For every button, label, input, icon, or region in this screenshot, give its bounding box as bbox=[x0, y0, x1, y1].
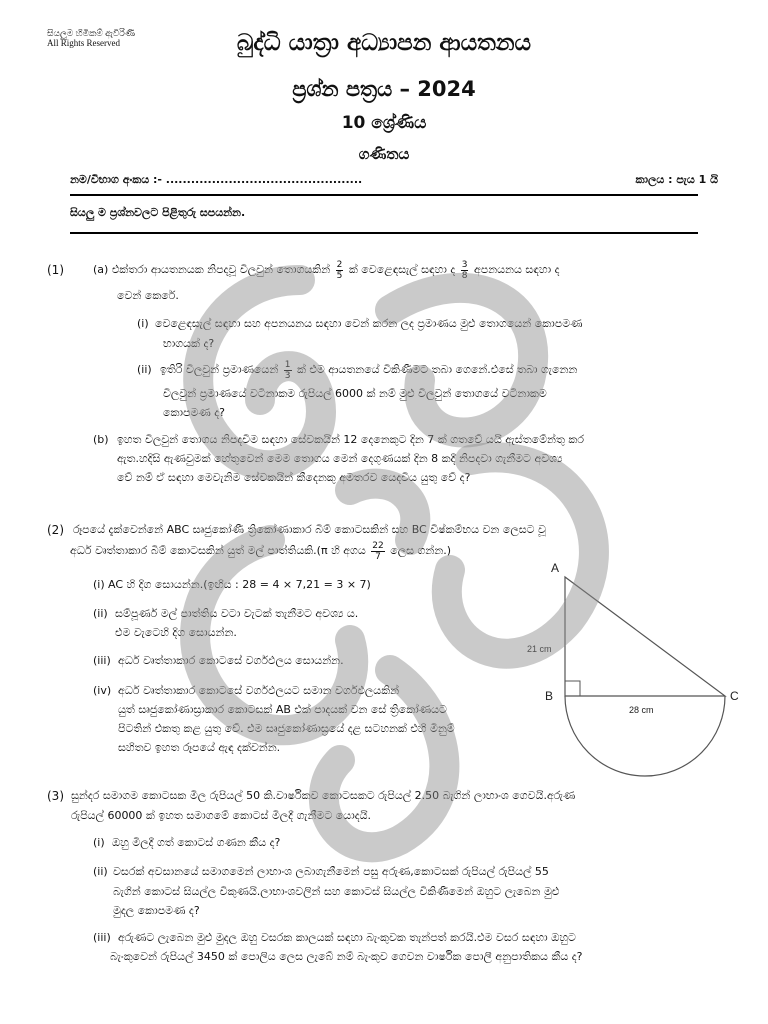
label-c: C bbox=[730, 689, 739, 703]
q1a-text-1: එක්තරා ආයතනයක නිපදවූ විලවුන් තොගයකින් bbox=[111, 263, 331, 276]
q2-pi-den: 7 bbox=[375, 551, 381, 562]
q1-i-label: (i) bbox=[137, 317, 149, 330]
q1a-fraction-1-den: 5 bbox=[336, 270, 343, 281]
q3-iii-label: (iii) bbox=[93, 931, 111, 944]
q1a-fraction-2-num: 3 bbox=[461, 259, 468, 270]
q1a-text-3: අපනයනය සඳහා ද bbox=[473, 263, 560, 276]
header-divider-top bbox=[70, 194, 698, 196]
triangle-abc bbox=[565, 577, 725, 696]
q1-ii-fraction bbox=[284, 360, 292, 381]
q1a-fraction-2 bbox=[461, 260, 469, 281]
q2-iii-text: අර්ධ වෘත්තාකාර කොටසේ වර්ගඵලය සොයන්න. bbox=[118, 654, 344, 667]
copyright-english: All Rights Reserved bbox=[47, 38, 120, 48]
question-1a bbox=[93, 259, 713, 281]
question-1-number: (1) bbox=[47, 263, 64, 277]
q1-b-text-3: වේ නම් ඒ සඳහා මෙවැනිම සේවකයින් කීදෙනකු අමතරව යෙදවිය යුතු වේ ද? bbox=[117, 471, 471, 484]
triangle-semicircle-figure bbox=[525, 560, 755, 780]
q3-i-label: (i) bbox=[93, 836, 105, 849]
q2-ii-text-2: එම වැටෙහි දිග සොයන්න. bbox=[115, 626, 237, 639]
subject-title: ගණිතය bbox=[358, 145, 410, 163]
q2-iv-text-1: අර්ධ වෘත්තාකාර කොටසේ වර්ගඵලයට සමාන වර්ගඵලයකින් bbox=[118, 684, 400, 697]
time-label: කාලය : පැය 1 යි bbox=[635, 173, 718, 186]
q1a-text-2: ක් වෙළෙඳසැල් සඳහා ද bbox=[348, 263, 456, 276]
q1-ii-text-2: ක් එම ආයතනයේ විකිණීමට තබා ගෙනේ.එසේ තබා ගැනෙන bbox=[297, 363, 578, 376]
q1-ii-line-1 bbox=[160, 359, 720, 381]
q3-ii-text-3: මුදල කොපමණ ද? bbox=[113, 904, 200, 917]
q1a-fraction-1-num: 2 bbox=[336, 259, 343, 270]
q2-text-2: අර්ධ වෘත්තාකාර බිම් කොටසකින් යුත් මල් පාත්තියකි.(π හි අගය bbox=[70, 544, 366, 557]
q3-iii-text-1: අරුණට ලැබෙන මුළු මුදල ඔහු වසරක කාලයක් සඳහා බැංකුවක තැන්පත් කරයි.එම වසර සඳහා ඔහුට bbox=[118, 931, 576, 944]
name-index-label: නම/විභාග අංකය :- ............................................... bbox=[70, 173, 363, 186]
label-a: A bbox=[551, 561, 560, 575]
copyright-sinhala: සියලුම හිමිකම් ඇවිරිණි bbox=[47, 28, 135, 38]
q2-iv-text-2: යුත් සෘජුකෝණාස්‍රාකාර කොටසක් AB එක් පාදයක් වන සේ ත්‍රිකෝණයට bbox=[118, 703, 447, 716]
q1-b-text-1: ඉහත විලවුන් තොගය නිපදවීම සඳහා සේවකයින් 12 දෙනෙකුට දින 7 ක් ගතවේ යයි ඇස්තමේන්තු කර bbox=[117, 433, 584, 446]
header-divider-bottom bbox=[70, 232, 698, 234]
q2-text-3: ලෙස ගන්න.) bbox=[390, 544, 452, 557]
q1-i-text-2: භාගයක් ද? bbox=[163, 337, 215, 350]
label-bc-length: 28 cm bbox=[629, 705, 654, 715]
q1-i-text-1: වෙළෙඳසැල් සඳහා සහ අපනයනය සඳහා වෙන් කරන ලද ප්‍රමාණය මුළු තොගයෙන් කොපමණ bbox=[155, 317, 583, 330]
q2-pi-fraction bbox=[371, 541, 384, 562]
q2-line-2 bbox=[70, 540, 730, 562]
question-3-number: (3) bbox=[47, 789, 64, 803]
q1a-text-4: වෙන් කෙරේ. bbox=[117, 289, 179, 302]
q1-ii-fraction-den: 3 bbox=[284, 370, 291, 381]
q3-text-1: සුන්දර සමාගම කොටසක මිල රුපියල් 50 කි.වාර්ෂිකව කොටසකට රුපියල් 2.50 බැගින් ලාභාංශ ගෙවයි.අරුණ bbox=[71, 789, 576, 802]
q2-iii-label: (iii) bbox=[93, 654, 111, 667]
q3-text-2: රුපියල් 60000 ක් ඉහත සමාගමේ කොටස් මිලදී ගැනීමට යොදයි. bbox=[71, 809, 372, 822]
q2-ii-label: (ii) bbox=[93, 607, 108, 620]
q2-pi-num: 22 bbox=[372, 540, 384, 551]
q2-iv-text-4: සහිතව ඉහත රූපයේ ඇඳ දක්වන්න. bbox=[118, 741, 281, 754]
q2-iv-label: (iv) bbox=[93, 684, 112, 697]
right-angle-marker bbox=[565, 681, 580, 696]
q3-ii-label: (ii) bbox=[93, 865, 108, 878]
instruction-text: සියලු ම ප්‍රශ්නවලට පිළිතුරු සපයන්න. bbox=[70, 206, 246, 219]
q1a-fraction-1 bbox=[336, 260, 344, 281]
q1a-label: (a) bbox=[93, 263, 109, 276]
grade-title: 10 ශ්‍රේණිය bbox=[341, 113, 427, 133]
q3-iii-text-2: බැංකුවෙන් රුපියල් 3450 ක් පොලිය ලෙස ලැබේ නම් බැංකුව ගෙවන වාර්ෂික පොලී අනුපාතිකය කීය ද? bbox=[110, 950, 583, 963]
q3-ii-text-1: වසරක් අවසානයේ සමාගමෙන් ලාභාංශ ලබාගැනීමෙන් පසු අරුණ,කොටසක් රුපියල් රුපියල් 55 bbox=[113, 865, 549, 878]
q2-i-text: AC හි දිග සොයන්න.(ඉඟිය : 28 = 4 × 7,21 = 3 × 7) bbox=[108, 578, 371, 591]
q1-ii-label: (ii) bbox=[137, 363, 152, 376]
q1-ii-text-1: ඉතිරි විලවුන් ප්‍රමාණයෙන් bbox=[160, 363, 279, 376]
q1-b-text-2: ඇත.හදිසි ඇණවුමක් හේතුවෙන් මෙම තොගය මෙන් දෙගුණයක් දින 8 කදී නිපදවා ගැනීමට අවශ්‍ය bbox=[117, 452, 563, 465]
paper-title: ප්‍රශ්න පත්‍රය – 2024 bbox=[292, 77, 476, 101]
q1-ii-fraction-num: 1 bbox=[284, 359, 291, 370]
institute-title: බුද්ධි යාත්‍රා අධ්‍යාපන ආයතනය bbox=[236, 30, 532, 56]
q2-iv-text-3: පිටතින් එකතු කළ යුතු වේ. එම සෘජුකෝණාස්‍රයේ දළ සටහනක් එහි මිනුම් bbox=[118, 722, 455, 735]
q1a-fraction-2-den: 8 bbox=[461, 270, 468, 281]
label-ab-length: 21 cm bbox=[527, 644, 552, 654]
label-b: B bbox=[545, 689, 554, 703]
q2-i-label: (i) bbox=[93, 578, 105, 591]
q3-i-text: ඔහු මිලදී ගත් කොටස් ගණන කීය ද? bbox=[112, 836, 281, 849]
q1-b-label: (b) bbox=[93, 433, 109, 446]
q2-ii-text-1: සම්පූර්ණ මල් පාත්තිය වටා වැටක් තැනීමට අවශ්‍ය ය. bbox=[115, 607, 359, 620]
question-2-number: (2) bbox=[47, 523, 64, 537]
q1-ii-text-3: විලවුන් ප්‍රමාණයේ වටිනාකම රුපියල් 6000 ක් නම් මුළු විලවුන් තොගයේ වටිනාකම bbox=[163, 387, 547, 400]
q2-text-1: රූපයේ දැක්වෙන්නේ ABC සෘජුකෝණී ත්‍රිකෝණාකාර බිම් කොටසකින් සහ BC විෂ්කම්භය වන ලෙසට වූ bbox=[73, 523, 546, 536]
q3-ii-text-2: බැගින් කොටස් සියල්ල විකුණයි.ලාභාංශවලින් සහ කොටස් සියල්ල විකිණීමෙන් ඔහුට ලැබෙන මුළු bbox=[113, 885, 560, 898]
q1-ii-text-4: කොපමණ ද? bbox=[163, 406, 225, 419]
